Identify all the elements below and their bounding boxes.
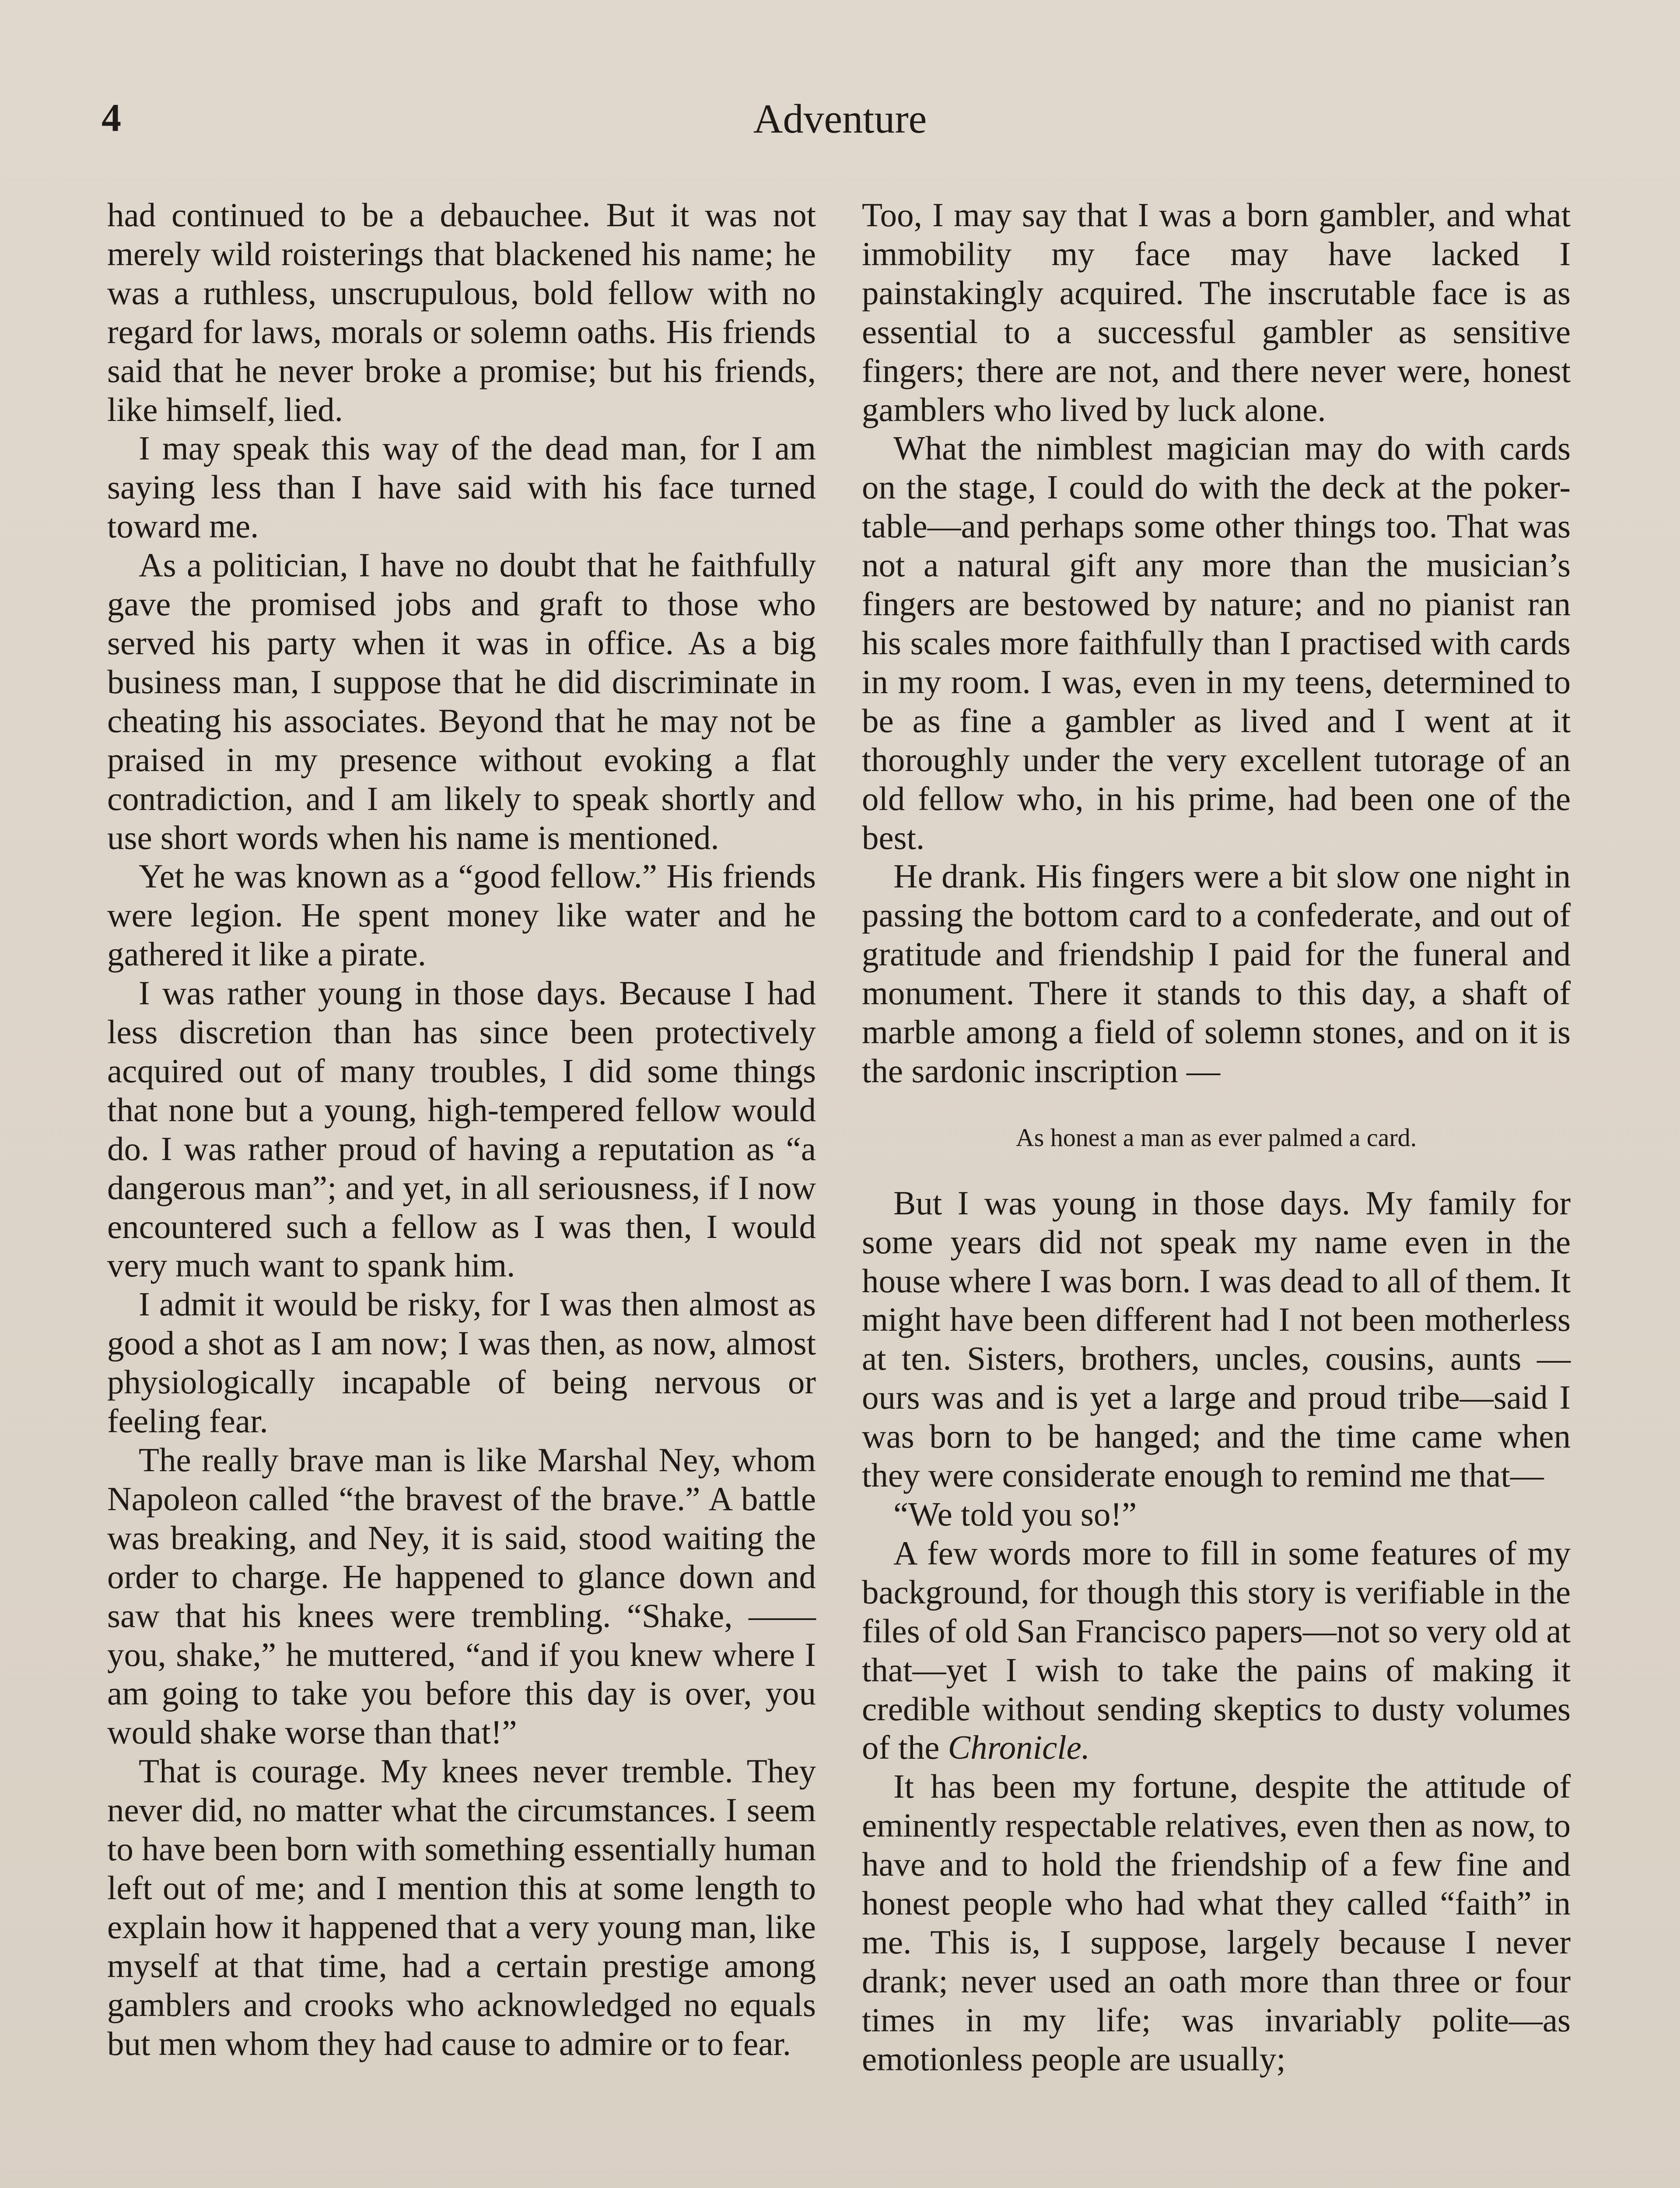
right-column <box>862 196 1571 2079</box>
paragraph: He drank. His fingers were a bit slow one night in passing the bottom card to a confederate, and out of gratitude and friendship I paid for the funeral and monument. There it stands to this day, a shaft of marble among a field of solemn stones, and on it is the sardonic inscription — <box>862 857 1571 1090</box>
paragraph: I admit it would be risky, for I was then almost as good a shot as I am now; I was then, as now, almost physiologically incapable of being nervous or feeling fear. <box>107 1285 816 1440</box>
paragraph: It has been my fortune, despite the attitude of eminently respectable relatives, even then as now, to have and to hold the friendship of a few fine and honest people who had what they called “faith” in me. This is, I suppose, largely because I never drank; never used an oath more than three or four times in my life; was invariably polite—as emotionless people are usually; <box>862 1767 1571 2078</box>
paragraph: had continued to be a debauchee. But it was not merely wild roisterings that blackened his name; he was a ruthless, unscrupulous, bold fellow with no regard for laws, morals or solemn oaths. His friends said that he never broke a promise; but his friends, like himself, lied. <box>107 196 816 428</box>
page-number: 4 <box>102 96 121 140</box>
paragraph: What the nimblest magician may do with cards on the stage, I could do with the deck at the poker-table—and perhaps some other things too. That was not a natural gift any more than the musician’s fingers are bestowed by nature; and no pianist ran his scales more faithfully than I practised with cards in my room. I was, even in my teens, determined to be as fine a gambler as lived and I went at it thoroughly under the very excellent tutorage of an old fellow who, in his prime, had been one of the best. <box>862 429 1571 856</box>
paragraph: That is courage. My knees never tremble. They never did, no matter what the circumstances. I seem to have been born with something essentially human left out of me; and I mention this at some length to explain how it happened that a very young man, like myself at that time, had a certain prestige among gamblers and crooks who acknowledged no equals but men whom they had cause to admire or to fear. <box>107 1752 816 2062</box>
running-title: Adventure <box>753 96 927 142</box>
paragraph: As a politician, I have no doubt that he faithfully gave the promised jobs and graft to those who served his party when it was in office. As a big business man, I suppose that he did discriminate in cheating his associates. Beyond that he may not be praised in my presence without evoking a flat contradiction, and I am likely to speak shortly and use short words when his name is mentioned. <box>107 546 816 856</box>
paragraph: Too, I may say that I was a born gambler, and what immobility my face may have lacked I painstakingly acquired. The inscrutable face is as essential to a successful gambler as sensitive fingers; there are not, and there never were, honest gamblers who lived by luck alone. <box>862 196 1571 428</box>
left-column <box>107 196 816 2063</box>
inscription-epigraph: As honest a man as ever palmed a card. <box>1015 1123 1417 1152</box>
paragraph: “We told you so!” <box>893 1495 1137 1533</box>
paragraph: I may speak this way of the dead man, for I am saying less than I have said with his face turned toward me. <box>107 429 816 545</box>
paragraph-text: A few words more to fill in some features of my background, for though this story is verifiable in the files of old San Francisco papers—not so very old at that—yet I wish to take the pains of making it credible without sending skeptics to dusty volumes of the <box>862 1534 1571 1767</box>
paragraph: I was rather young in those days. Because I had less discretion than has since been protectively acquired out of many troubles, I did some things that none but a young, high-tempered fellow would do. I was rather proud of having a reputation as “a dangerous man”; and yet, in all seriousness, if I now encountered such a fellow as I was then, I would very much want to spank him. <box>107 974 816 1284</box>
paragraph: Yet he was known as a “good fellow.” His friends were legion. He spent money like water and he gathered it like a pirate. <box>107 857 816 973</box>
paragraph: The really brave man is like Marshal Ney, whom Napoleon called “the bravest of the brave.” A battle was breaking, and Ney, it is said, stood waiting the order to charge. He happened to glance down and saw that his knees were trembling. “Shake, —— you, shake,” he muttered, “and if you knew where I am going to take you before this day is over, you would shake worse than that!” <box>107 1441 816 1751</box>
paragraph <box>862 1534 1571 1767</box>
page-header <box>0 94 1680 160</box>
chronicle-title: Chronicle. <box>948 1729 1090 1767</box>
paragraph: But I was young in those days. My family for some years did not speak my name even in the house where I was born. I was dead to all of them. It might have been different had I not been motherless at ten. Sisters, brothers, uncles, cousins, aunts —ours was and is yet a large and proud tribe—said I was born to be hanged; and the time came when they were considerate enough to remind me that— <box>862 1184 1571 1494</box>
